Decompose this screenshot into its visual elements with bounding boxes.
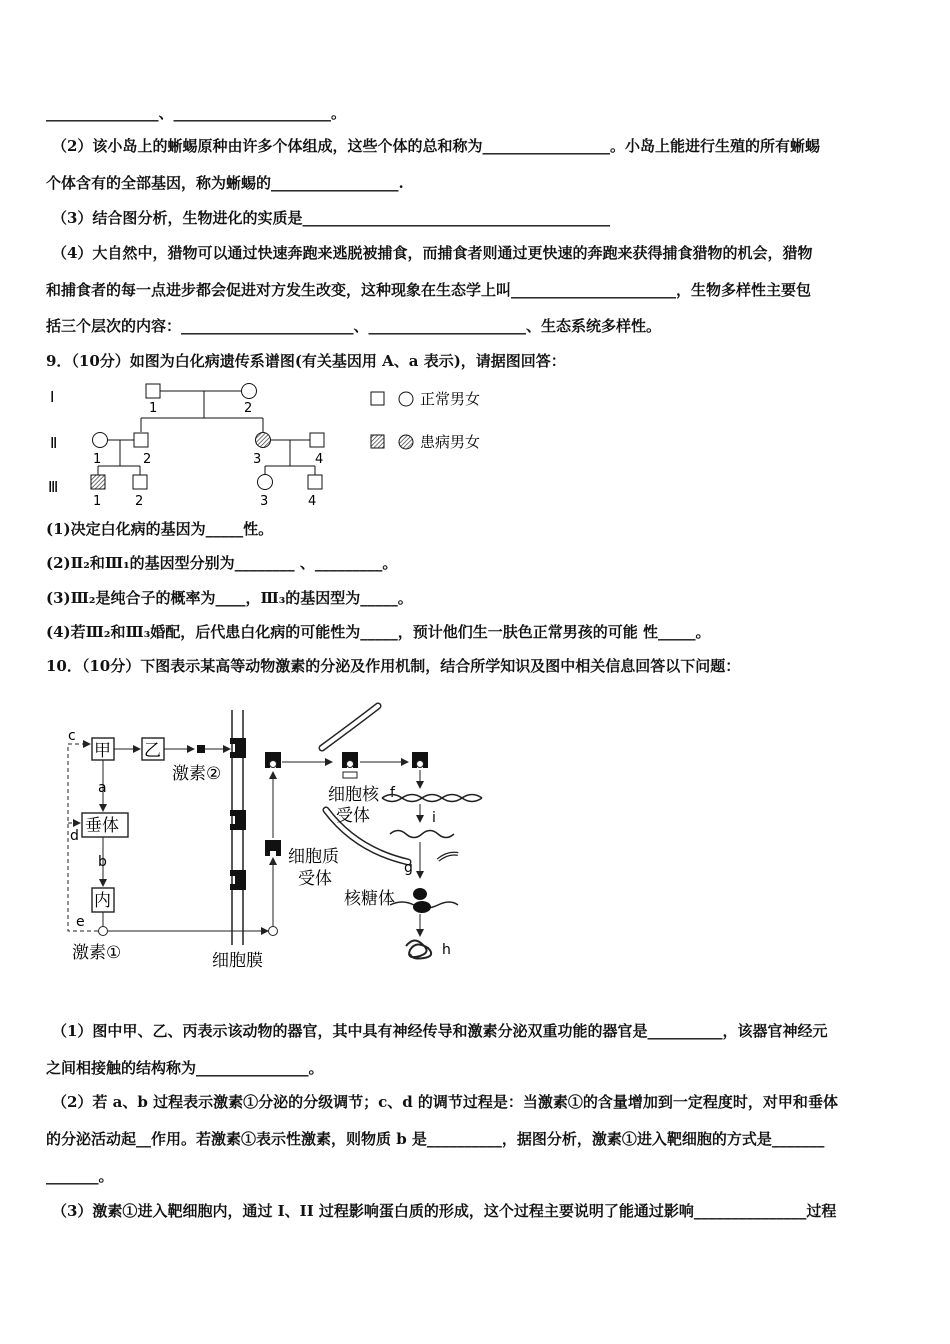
num-II-3: 3 xyxy=(253,452,262,467)
gen1-female-2 xyxy=(242,384,257,399)
label-ribosome: 核糖体 xyxy=(344,889,395,909)
label-cyto-receptor-a: 细胞质 xyxy=(288,847,339,867)
legend-normal-male-icon xyxy=(371,392,384,405)
q8-part4-line3: 括三个层次的内容：_______________________、_____________________、生态系统多样性。 xyxy=(46,317,662,335)
legend-affected-female-icon xyxy=(399,435,413,449)
letter-e: e xyxy=(76,914,85,930)
legend-affected-label: 患病男女 xyxy=(420,433,481,451)
legend-normal-label: 正常男女 xyxy=(420,390,481,408)
q10-part3: （3）激素①进入靶细胞内，通过 I、II 过程影响蛋白质的形成，这个过程主要说明了能通过影响_______________过程 xyxy=(52,1202,837,1220)
label-membrane: 细胞膜 xyxy=(212,951,263,971)
q9-sub2: (2)Ⅱ₂和Ⅲ₁的基因型分别为________ 、_________。 xyxy=(46,554,398,572)
q8-part2-line1: （2）该小岛上的蜥蜴原种由许多个体组成，这些个体的总和称为_________________。小岛上能进行生殖的所有蜥蜴 xyxy=(52,137,820,155)
letter-a: a xyxy=(98,780,107,796)
gen-label-3: Ⅲ xyxy=(48,478,59,496)
protein-h xyxy=(406,940,431,958)
gen1-male-1 xyxy=(146,384,160,398)
num-III-3: 3 xyxy=(260,494,269,509)
gen3-male-2 xyxy=(133,475,147,489)
gen-label-2: Ⅱ xyxy=(50,434,58,452)
label-chuiti: 垂体 xyxy=(85,816,119,836)
q9-sub1: (1)决定白化病的基因为_____性。 xyxy=(46,520,274,538)
label-jia: 甲 xyxy=(94,741,111,761)
num-III-4: 4 xyxy=(308,494,317,509)
q8-blanks-line: _______________、_____________________。 xyxy=(46,104,347,122)
num-II-1: 1 xyxy=(93,452,102,467)
q9-sub4: (4)若Ⅲ₂和Ⅲ₃婚配，后代患白化病的可能性为_____，预计他们生一肤色正常男孩的可能 性_____。 xyxy=(46,623,711,641)
ribosome-small-subunit xyxy=(413,901,431,913)
letter-g: g xyxy=(404,860,413,876)
q8-part4-line2: 和捕食者的每一点进步都会促进对方发生改变，这种现象在生态学上叫______________________，生物多样性主要包 xyxy=(46,281,812,299)
label-hormone2: 激素② xyxy=(172,764,222,784)
q10-part1-line1: （1）图中甲、乙、丙表示该动物的器官，其中具有神经传导和激素分泌双重功能的器官是__________，该器官神经元 xyxy=(52,1022,828,1040)
q8-part2-line2: 个体含有的全部基因，称为蜥蜴的_________________. xyxy=(46,174,404,192)
label-nuc-receptor-b: 受体 xyxy=(336,806,370,826)
num-II-4: 4 xyxy=(315,452,324,467)
label-nuc-receptor-a: 细胞核 xyxy=(328,785,379,805)
legend-affected-male-icon xyxy=(371,435,384,448)
gen2-female-1 xyxy=(93,433,108,448)
q8-part4-line1: （4）大自然中，猎物可以通过快速奔跑来逃脱被捕食，而捕食者则通过更快速的奔跑来获得捕食猎物的机会，猎物 xyxy=(52,244,813,262)
letter-b: b xyxy=(98,854,107,870)
q10-title: 10．（10分）下图表示某高等动物激素的分泌及作用机制，结合所学知识及图中相关信息回答以下问题： xyxy=(46,657,741,675)
label-cyto-receptor-b: 受体 xyxy=(298,869,332,889)
gen3-male-1-affected xyxy=(91,475,105,489)
pedigree-chart xyxy=(40,378,510,512)
gen3-female-3 xyxy=(258,475,273,490)
q10-part2-line2: 的分泌活动起__作用。若激素①表示性激素，则物质 b 是__________，据图分析，激素①进入靶细胞的方式是_______ xyxy=(46,1130,825,1148)
q10-part1-line2: 之间相接触的结构称为_______________。 xyxy=(46,1059,324,1077)
q9-title: 9．（10分）如图为白化病遗传系谱图(有关基因用 A、a 表示)，请据图回答： xyxy=(46,352,566,370)
gen2-male-2 xyxy=(134,433,148,447)
label-yi: 乙 xyxy=(144,741,161,761)
label-hormone1: 激素① xyxy=(72,943,122,963)
q9-sub3: (3)Ⅲ₂是纯合子的概率为____，Ⅲ₃的基因型为_____。 xyxy=(46,589,413,607)
mrna-strand xyxy=(390,831,454,838)
num-III-2: 2 xyxy=(135,494,144,509)
hormone2-molecule xyxy=(197,745,205,753)
gen-label-1: Ⅰ xyxy=(50,388,55,406)
num-I-2: 2 xyxy=(244,401,253,416)
num-III-1: 1 xyxy=(93,494,102,509)
ribosome-large-subunit xyxy=(413,888,427,900)
letter-d: d xyxy=(70,828,79,844)
q10-part2-line1: （2）若 a、b 过程表示激素①分泌的分级调节；c、d 的调节过程是：当激素①的含量增加到一定程度时，对甲和垂体 xyxy=(52,1093,838,1111)
hormone1-in-cell xyxy=(269,927,278,936)
letter-h: h xyxy=(442,942,451,958)
letter-i: i xyxy=(432,810,436,826)
label-nei: 内 xyxy=(94,891,111,911)
q10-part2-line3: _______。 xyxy=(46,1167,114,1185)
gen2-female-3-affected xyxy=(256,433,271,448)
letter-c: c xyxy=(68,728,76,744)
letter-f: f xyxy=(390,785,395,801)
hormone1-molecule xyxy=(99,927,108,936)
gen2-male-4 xyxy=(310,433,324,447)
legend-normal-female-icon xyxy=(399,392,413,406)
q8-part3: （3）结合图分析，生物进化的实质是_________________________________________ xyxy=(52,209,610,227)
num-II-2: 2 xyxy=(143,452,152,467)
hormone-mechanism-diagram xyxy=(60,700,500,980)
cytoplasm-receptor xyxy=(265,840,281,856)
gen3-male-4 xyxy=(308,475,322,489)
num-I-1: 1 xyxy=(149,401,158,416)
